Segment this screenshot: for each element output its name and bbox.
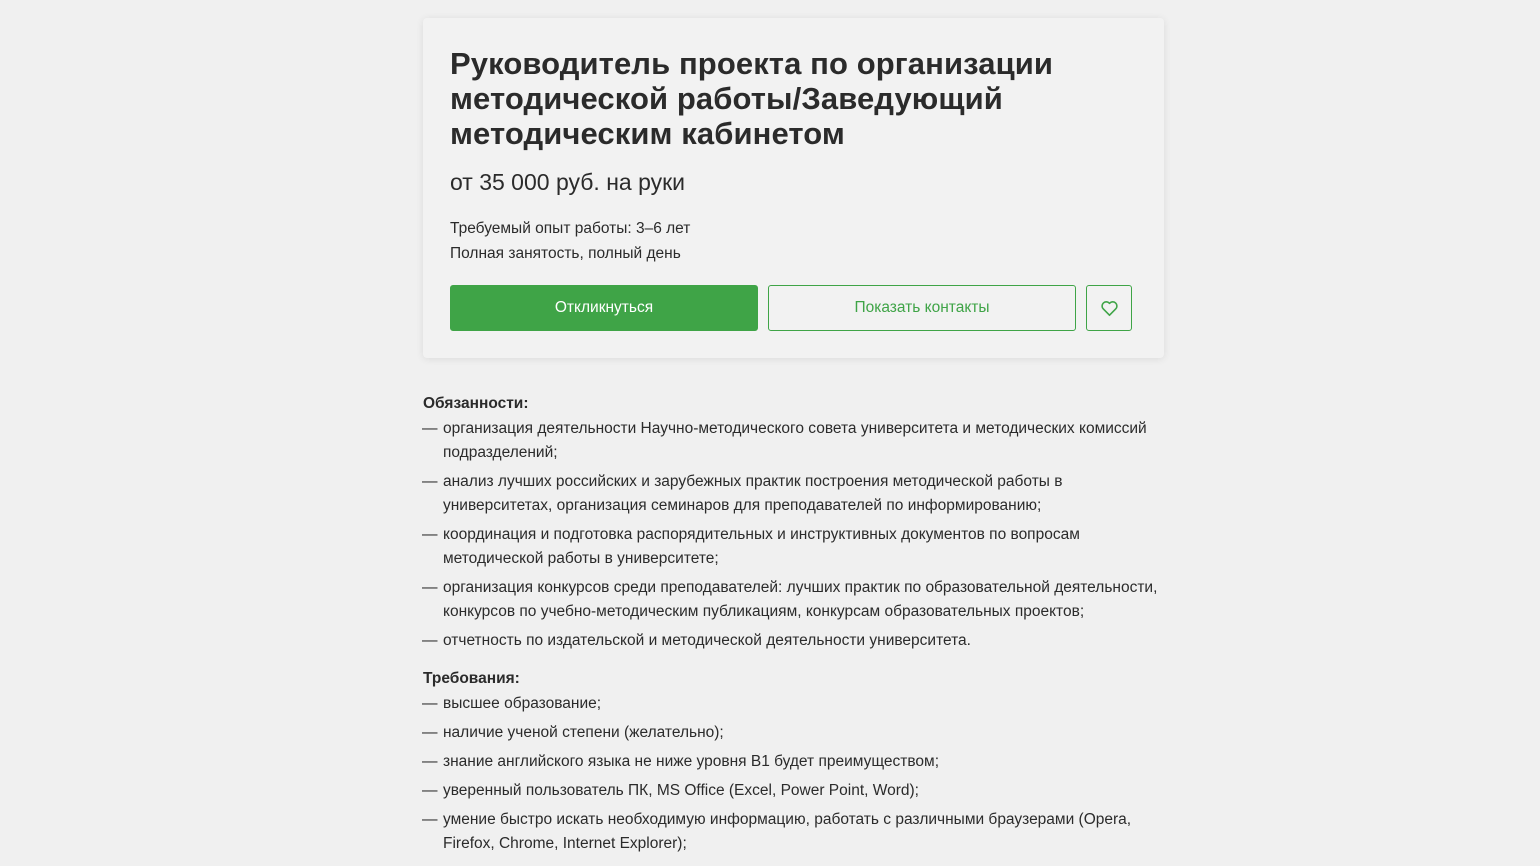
respond-button[interactable]: Откликнуться (450, 285, 758, 331)
vacancy-experience: Требуемый опыт работы: 3–6 лет (450, 220, 691, 237)
favorite-button[interactable] (1086, 285, 1132, 331)
list-item: — знание английского языка не ниже уровня В1 будет преимуществом; (423, 750, 1168, 774)
show-contacts-button[interactable]: Показать контакты (768, 285, 1076, 331)
heart-icon (1100, 299, 1119, 318)
list-item: — отчетность по издательской и методической деятельности университета. (423, 629, 1168, 653)
list-item: — высшее образование; (423, 692, 1168, 716)
vacancy-title: Руководитель проекта по организации методической работы/Заведующий методическим кабинетом (450, 46, 1054, 151)
list-item: — анализ лучших российских и зарубежных практик построения методической работы в университетах, организация семинаров для преподавателей по информированию; (423, 470, 1168, 518)
list-item: — организация деятельности Научно-методического совета университета и методических комиссий подразделений; (423, 417, 1168, 465)
vacancy-employment: Полная занятость, полный день (450, 245, 681, 262)
list-item: — координация и подготовка распорядительных и инструктивных документов по вопросам методической работы в университете; (423, 523, 1168, 571)
duties-title: Обязанности: (423, 395, 529, 412)
list-item: — организация конкурсов среди преподавателей: лучших практик по образовательной деятельности, конкурсов по учебно-методическим публикациям, конкурсам образовательных проектов; (423, 576, 1168, 624)
list-item: — наличие ученой степени (желательно); (423, 721, 1168, 745)
vacancy-description (423, 392, 1168, 861)
list-item: — уверенный пользователь ПК, MS Office (Excel, Power Point, Word); (423, 779, 1168, 803)
requirements-title: Требования: (423, 670, 520, 687)
vacancy-header-card (423, 18, 1164, 358)
vacancy-actions (450, 285, 1132, 331)
vacancy-meta (450, 216, 1137, 266)
duties-list (423, 417, 1168, 653)
vacancy-salary: от 35 000 руб. на руки (450, 169, 686, 195)
requirements-list (423, 692, 1168, 856)
list-item: — умение быстро искать необходимую информацию, работать с различными браузерами (Opera, Firefox, Chrome, Internet Explorer); (423, 808, 1168, 856)
